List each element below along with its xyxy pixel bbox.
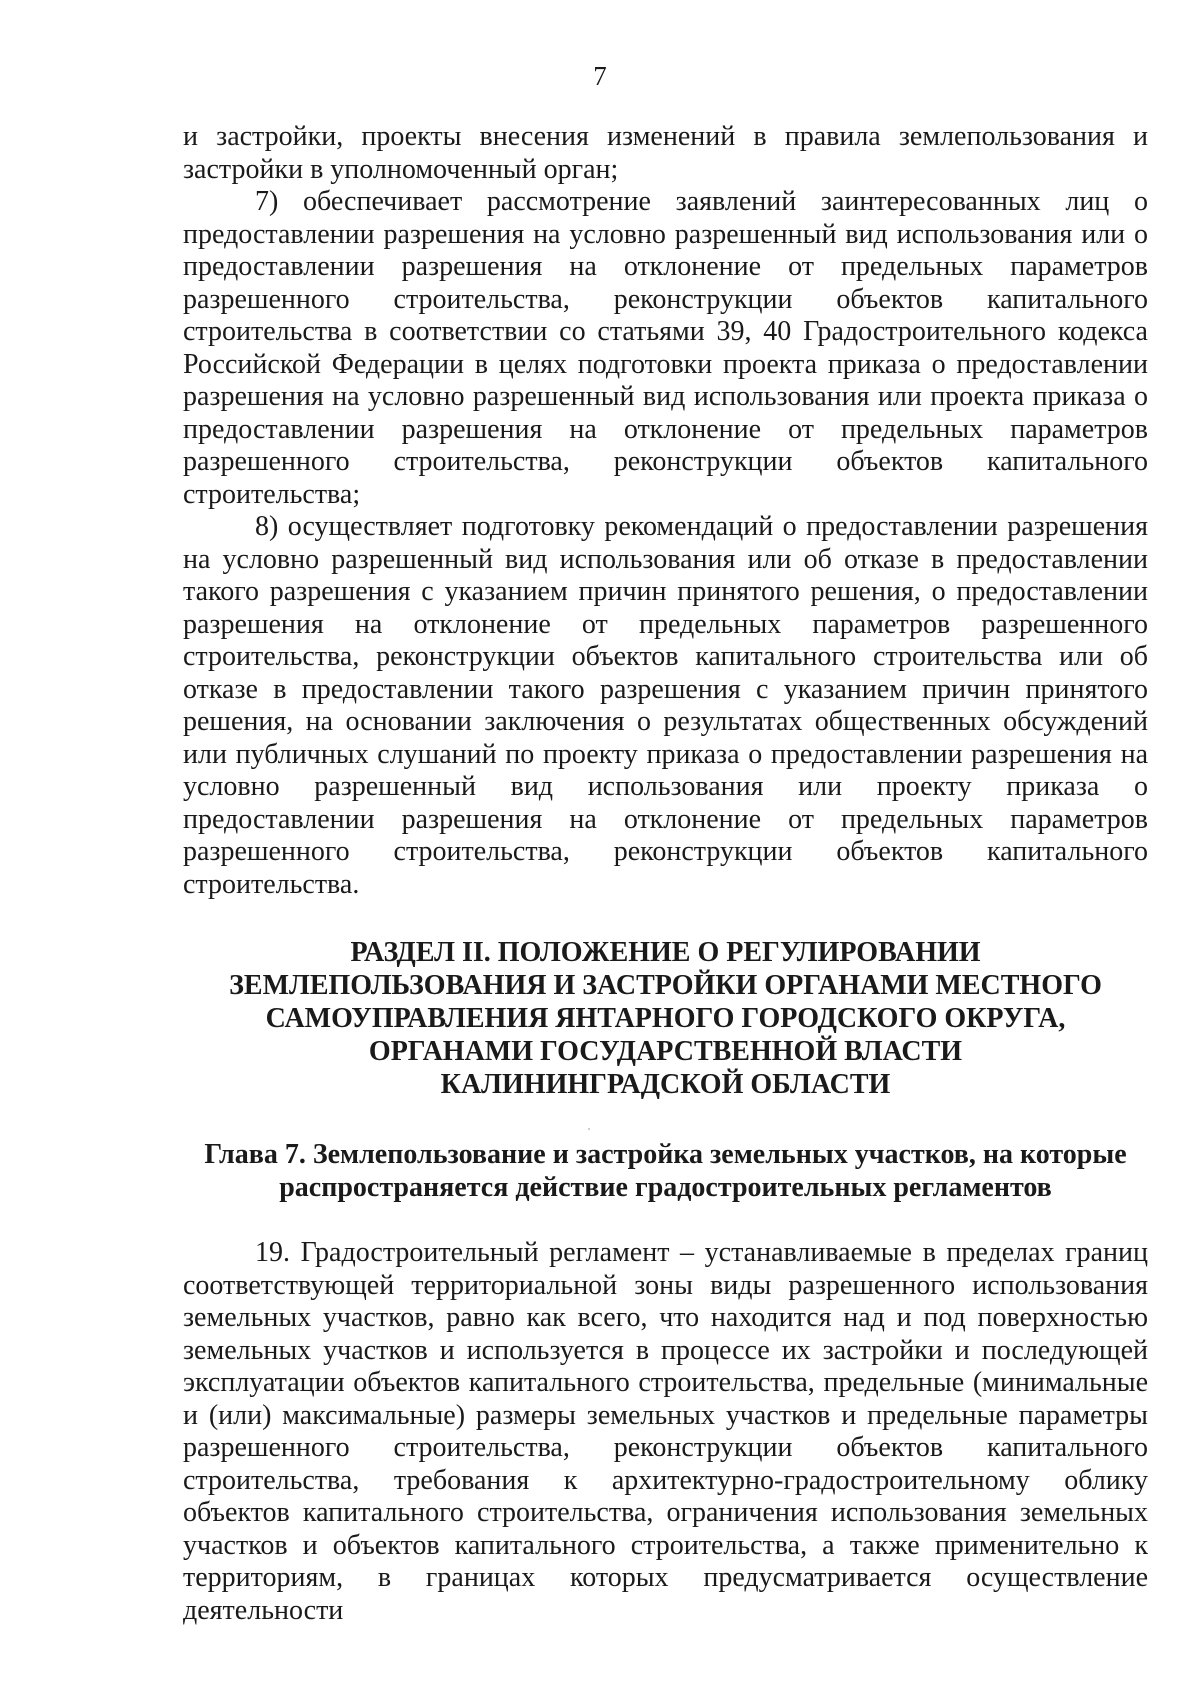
section-heading-line: КАЛИНИНГРАДСКОЙ ОБЛАСТИ bbox=[440, 1069, 891, 1100]
section-heading-line: САМОУПРАВЛЕНИЯ ЯНТАРНОГО ГОРОДСКОГО ОКРУГА, bbox=[265, 1003, 1066, 1034]
list-item-8: 8) осуществляет подготовку рекомендаций о предоставлении разрешения на условно разрешенный вид использования или об отказе в предоставлении такого разрешения с указанием причин принятого решения, о предоставлении разрешения на отклонение от предельных параметров разрешенного строительства, реконструкции объектов капитального строительства или об отказе в предоставлении такого разрешения с указанием причин принятого решения, на основании заключения о результатах общественных обсуждений или публичных слушаний по проекту приказа о предоставлении разрешения на условно разрешенный вид использования или проекту приказа о предоставлении разрешения на отклонение от предельных параметров разрешенного строительства, реконструкции объектов капитального строительства. bbox=[183, 511, 1148, 900]
section-heading-line: ОРГАНАМИ ГОСУДАРСТВЕННОЙ ВЛАСТИ bbox=[368, 1036, 963, 1067]
paragraph-continuation: и застройки, проекты внесения изменений в правила землепользования и застройки в уполномоченный орган; bbox=[183, 121, 1148, 185]
section-heading bbox=[183, 936, 1148, 1101]
chapter-heading bbox=[183, 1138, 1148, 1204]
body-text-top bbox=[183, 121, 1148, 901]
page-number: 7 bbox=[593, 61, 607, 91]
list-item-7: 7) обеспечивает рассмотрение заявлений заинтересованных лиц о предоставлении разрешения на условно разрешенный вид использования или о предоставлении разрешения на отклонение от предельных параметров разрешенного строительства, реконструкции объектов капитального строительства в соответствии со статьями 39, 40 Градостроительного кодекса Российской Федерации в целях подготовки проекта приказа о предоставлении разрешения на условно разрешенный вид использования или проекта приказа о предоставлении разрешения на отклонение от предельных параметров разрешенного строительства, реконструкции объектов капитального строительства; bbox=[183, 186, 1148, 510]
section-heading-line: РАЗДЕЛ II. ПОЛОЖЕНИЕ О РЕГУЛИРОВАНИИ bbox=[350, 937, 981, 968]
paragraph-19: 19. Градостроительный регламент – устанавливаемые в пределах границ соответствующей территориальной зоны виды разрешенного использования земельных участков, равно как всего, что находится над и под поверхностью земельных участков и используется в процессе их застройки и последующей эксплуатации объектов капитального строительства, предельные (минимальные и (или) максимальные) размеры земельных участков и предельные параметры разрешенного строительства, реконструкции объектов капитального строительства, требования к архитектурно-градостроительному облику объектов капитального строительства, ограничения использования земельных участков и объектов капитального строительства, а также применительно к территориям, в границах которых предусматривается осуществление деятельности bbox=[183, 1237, 1148, 1626]
body-text-bottom bbox=[183, 1237, 1148, 1627]
chapter-heading-line: распространяется действие градостроительных регламентов bbox=[279, 1172, 1052, 1203]
scan-artifact bbox=[588, 1128, 590, 1130]
section-heading-line: ЗЕМЛЕПОЛЬЗОВАНИЯ И ЗАСТРОЙКИ ОРГАНАМИ МЕСТНОГО bbox=[229, 970, 1102, 1001]
chapter-heading-line: Глава 7. Землепользование и застройка земельных участков, на которые bbox=[204, 1139, 1127, 1170]
